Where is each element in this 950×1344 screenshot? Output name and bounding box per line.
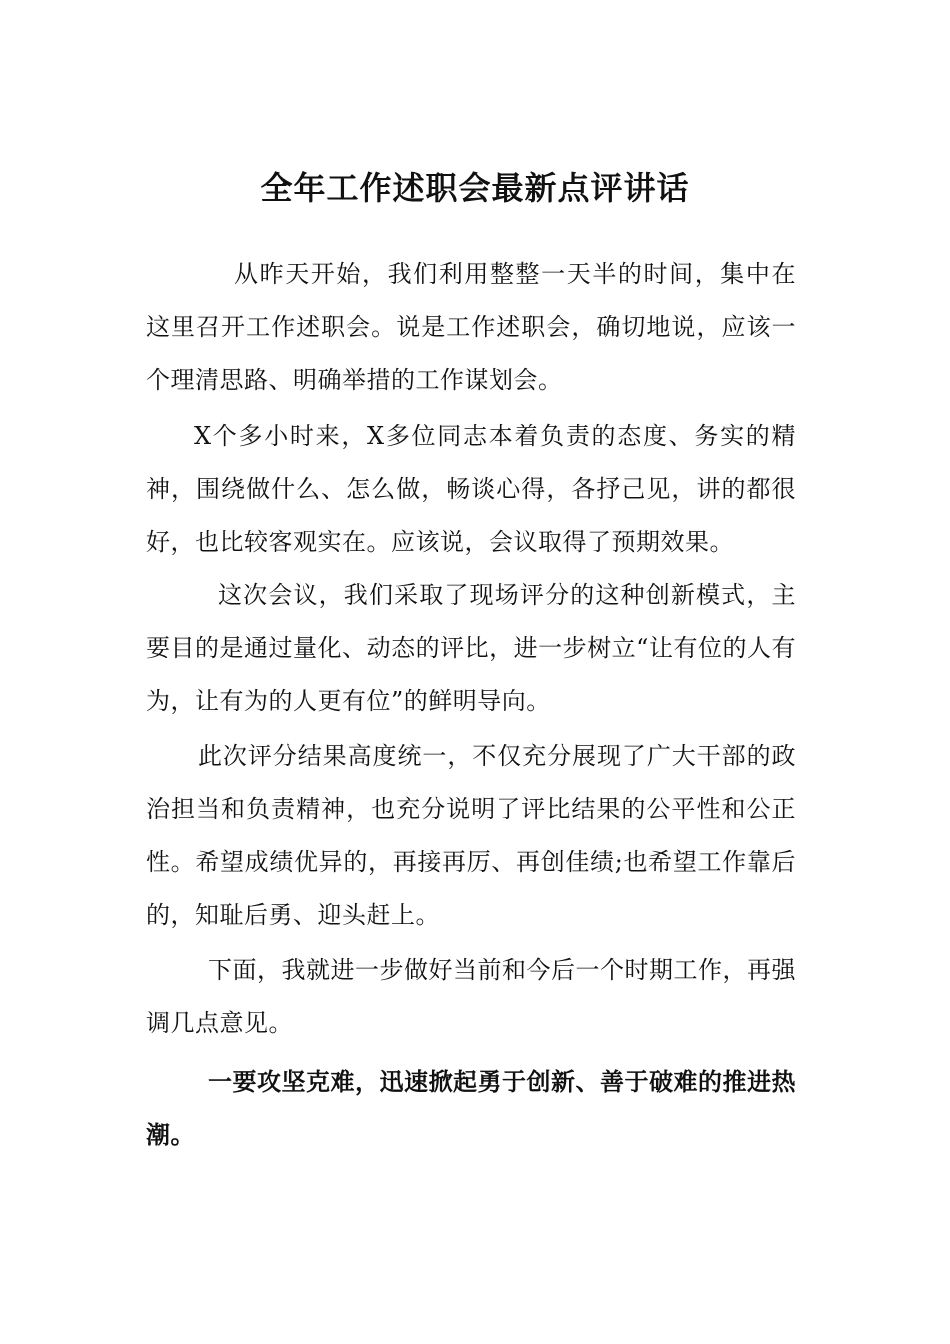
- paragraph-3: 这次会议，我们采取了现场评分的这种创新模式，主要目的是通过量化、动态的评比，进一步树立“让有位的人有为，让有为的人更有位”的鲜明导向。: [146, 581, 796, 715]
- section-heading-1: 一要攻坚克难，迅速掀起勇于创新、善于破难的推进热潮。: [146, 1068, 796, 1149]
- paragraph-1: 从昨天开始，我们利用整整一天半的时间，集中在这里召开工作述职会。说是工作述职会，确切地说，应该一个理清思路、明确举措的工作谋划会。: [146, 260, 796, 394]
- paragraph-2: X个多小时来，X多位同志本着负责的态度、务实的精神，围绕做什么、怎么做，畅谈心得，各抒己见，讲的都很好，也比较客观实在。应该说，会议取得了预期效果。: [146, 422, 796, 556]
- paragraph-5: 下面，我就进一步做好当前和今后一个时期工作，再强调几点意见。: [146, 956, 796, 1037]
- document-title: 全年工作述职会最新点评讲话: [260, 169, 690, 207]
- paragraph-4: 此次评分结果高度统一，不仅充分展现了广大干部的政治担当和负责精神，也充分说明了评比结果的公平性和公正性。希望成绩优异的，再接再厉、再创佳绩;也希望工作靠后的，知耻后勇、迎头赶上。: [146, 742, 796, 929]
